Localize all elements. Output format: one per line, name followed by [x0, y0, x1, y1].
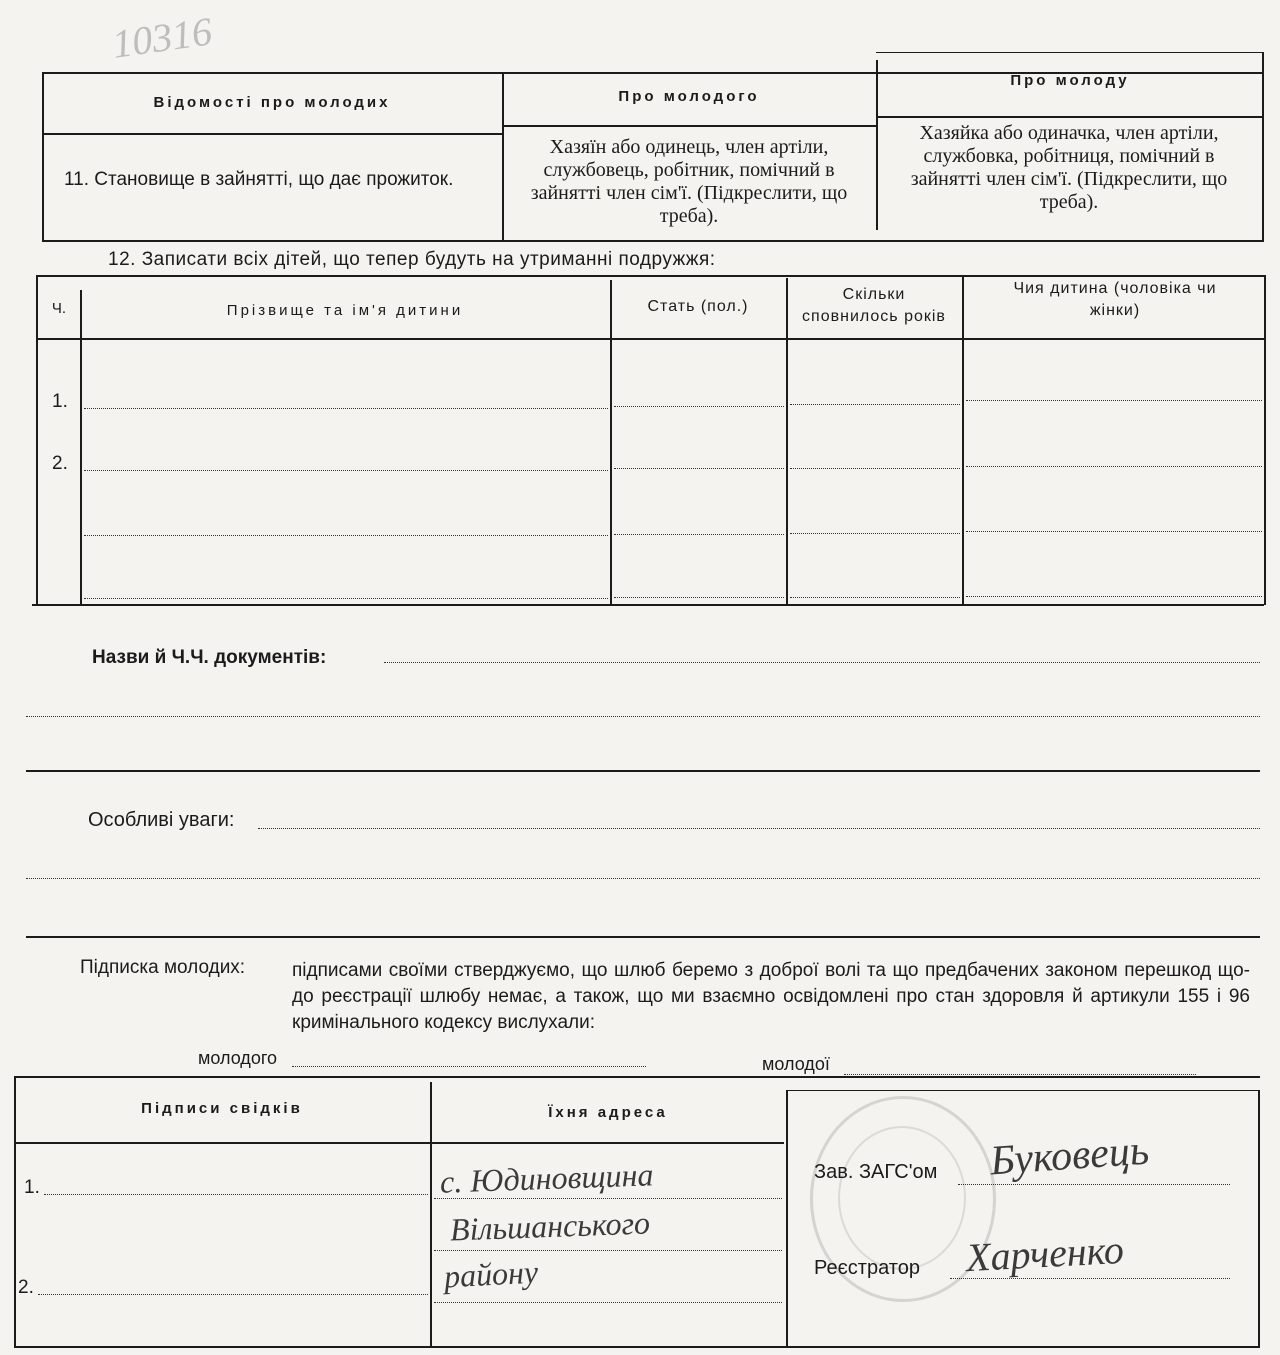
witness-header-address: Їхня адреса — [548, 1104, 668, 1121]
witness-row-2-number: 2. — [18, 1277, 34, 1298]
witness-address-line-1: с. Юдиновщина — [439, 1156, 654, 1200]
child-row-2-number: 2. — [52, 453, 68, 474]
col-name: Прізвище та ім'я дитини — [226, 302, 464, 319]
pledge-text: підписами своїми стверджуємо, що шлюб беремо з доброї волі та що предбачених законом перешкод що-до реєстрації шлюбу немає, а також, що ми взаємно освідомлені про стан здоровля й артикули 155 і 96 кримінального кодексу вислухали: — [292, 960, 1250, 1033]
child-row-1-number: 1. — [52, 391, 68, 412]
section12-title: 12. Записати всіх дітей, що тепер будуть на утриманні подружжя: — [108, 249, 716, 270]
official-stamp-inner — [838, 1126, 966, 1270]
row11-label: 11. Становище в зайнятті, що дає прожиток. — [64, 169, 454, 190]
witness-address-line-3: району — [443, 1253, 539, 1295]
col-num: Ч. — [51, 300, 67, 317]
zags-head-label: Зав. ЗАГС'ом — [814, 1161, 938, 1183]
groom-signature-label: молодого — [198, 1048, 278, 1068]
zags-head-signature: Буковець — [988, 1127, 1151, 1185]
col-whose: Чия дитина (чоловіка чи жінки) — [1013, 280, 1217, 319]
header-info: Відомості про молодих — [153, 94, 391, 111]
registrar-label: Реєстратор — [814, 1257, 920, 1279]
corner-note: 10316 — [109, 8, 215, 67]
col-sex: Стать (пол.) — [647, 298, 749, 315]
header-bride: Про молоду — [1010, 72, 1130, 89]
documents-label: Назви й Ч.Ч. документів: — [92, 647, 327, 668]
row11-groom-options: Хазяїн або одинець, член артіли, службовець, робітник, помічний в зайнятті член сім'ї. (Підкреслити, що треба). — [530, 136, 848, 227]
witness-row-1-number: 1. — [24, 1177, 40, 1198]
remarks-label: Особливі уваги: — [88, 809, 235, 831]
col-age: Скільки сповнилось років — [802, 286, 946, 325]
pledge-label: Підписка молодих: — [80, 957, 246, 978]
bride-signature-label: молодої — [762, 1054, 830, 1074]
row11-bride-options: Хазяйка або одиначка, член артіли, службовка, робітниця, помічний в зайнятті член сім'ї. (Підкреслити, що треба). — [910, 122, 1228, 213]
witness-address-line-2: Вільшанського — [449, 1204, 651, 1248]
header-groom: Про молодого — [618, 88, 760, 105]
registrar-signature: Харченко — [964, 1226, 1125, 1281]
witness-header-sign: Підписи свідків — [141, 1100, 303, 1117]
